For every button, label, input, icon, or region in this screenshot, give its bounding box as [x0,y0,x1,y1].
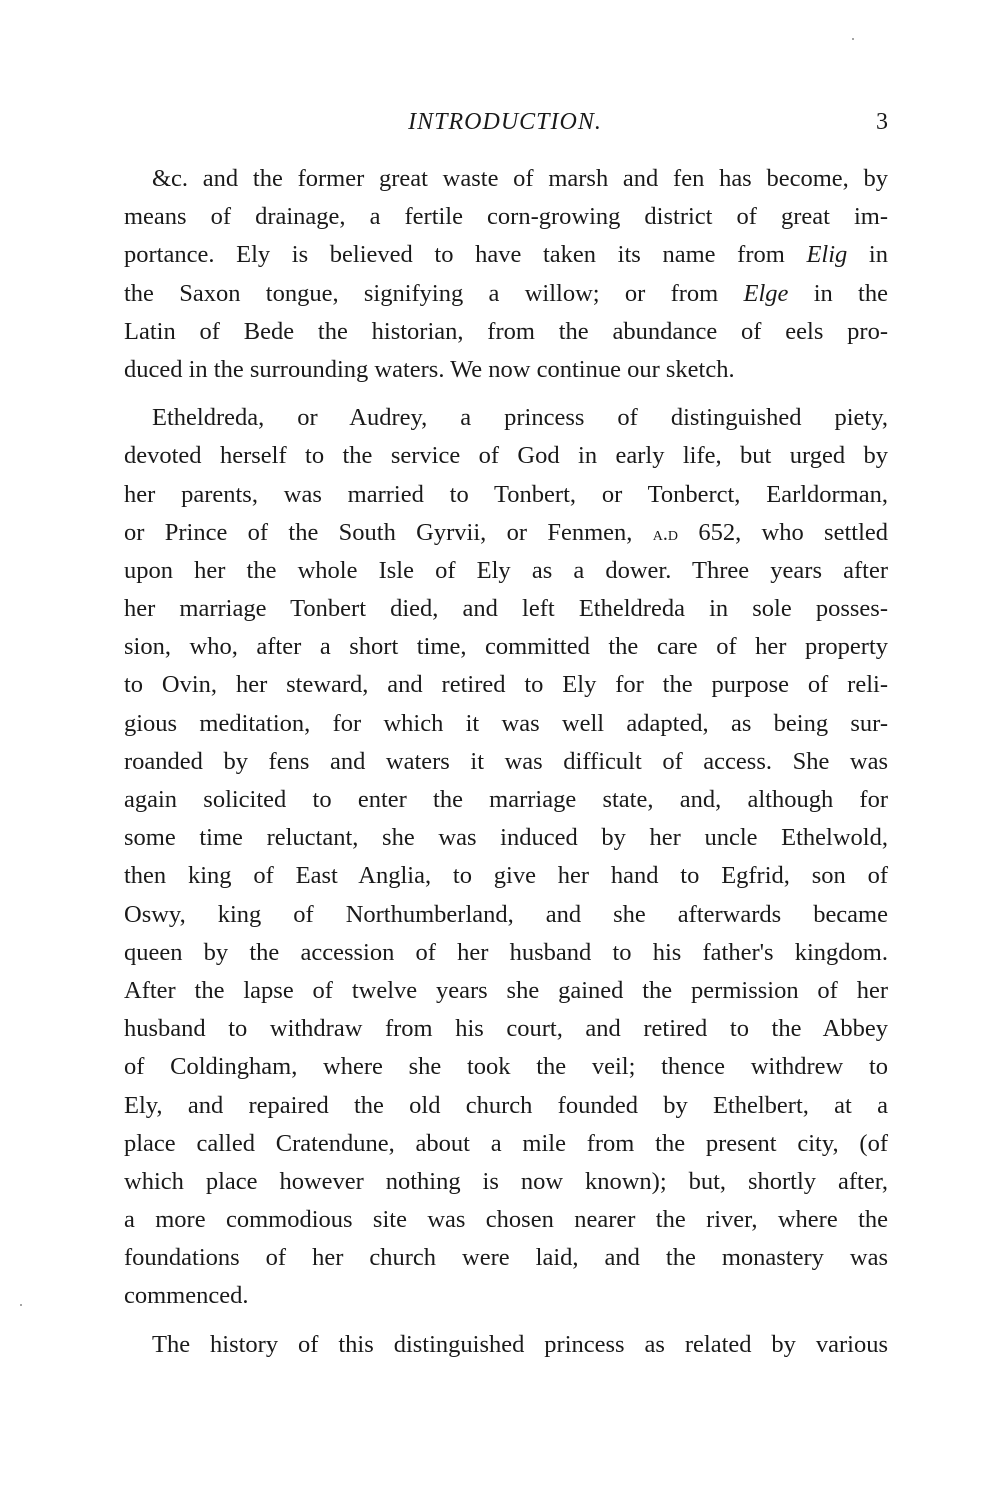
text-run: her marriage Tonbert died, and left Etheldreda in sole posses- [124,595,888,623]
text-line [124,934,888,972]
text-run: a more commodious site was chosen nearer the river, where the [124,1206,888,1234]
text-run: gious meditation, for which it was well adapted, as being sur- [124,709,888,737]
text-line [124,275,888,313]
text-run: Ely, and repaired the old church founded by Ethelbert, at a [124,1091,888,1119]
text-line [124,236,888,274]
text-run: &c. and the former great waste of marsh and fen has become, by [152,165,888,192]
text-run: devoted herself to the service of God in early life, but urged by [124,442,888,470]
text-run: sion, who, after a short time, committed the care of her property [124,633,888,661]
text-run: of Coldingham, where she took the veil; thence withdrew to [124,1053,888,1081]
text-line [124,437,888,475]
text-run: Oswy, king of Northumberland, and she afterwards became [124,900,888,928]
text-run: roanded by fens and waters it was difficult of access. She was [124,747,888,775]
text-run: foundations of her church were laid, and the monastery was [124,1244,888,1272]
text-line [124,198,888,236]
text-line [124,896,888,934]
text-run: in the [788,279,888,307]
text-line [124,1277,888,1315]
text-run: or Prince of the South Gyrvii, or Fenmen, [124,518,653,546]
text-run: 652, who settled [677,518,889,546]
text-line [124,628,888,666]
text-line [124,1326,888,1364]
text-run: then king of East Anglia, to give her hand to Egfrid, son of [124,862,888,890]
text-line [124,743,888,781]
text-line [124,705,888,743]
text-run: commenced. [124,1282,249,1310]
text-line [124,399,888,437]
small-caps-text: a.d [652,522,678,545]
text-line [124,160,888,198]
text-run: Latin of Bede the historian, from the abundance of eels pro- [124,317,888,345]
text-line [124,1201,888,1239]
text-run: The history of this distinguished princess as related by various [152,1330,888,1358]
text-line [124,351,888,389]
text-run: means of drainage, a fertile corn-growing district of great im- [124,203,888,231]
text-run: duced in the surrounding waters. We now continue our sketch. [124,355,735,383]
text-run: upon her the whole Isle of Ely as a dower. Three years after [124,556,888,584]
text-line [124,972,888,1010]
text-line [124,1125,888,1163]
text-run: her parents, was married to Tonbert, or Tonberct, Earldorman, [124,480,888,508]
text-line [124,552,888,590]
text-run: queen by the accession of her husband to his father's kingdom. [124,938,888,966]
paragraph [124,160,888,389]
italic-word: Elig [806,241,848,269]
text-line [124,1048,888,1086]
paragraph [124,1326,888,1364]
text-run: After the lapse of twelve years she gained the permission of her [124,976,888,1004]
paper-speck [852,38,854,40]
text-run: the Saxon tongue, signifying a willow; or from [124,279,744,307]
paragraph [124,399,888,1316]
text-run: portance. Ely is believed to have taken its name from [124,241,807,269]
text-line [124,781,888,819]
page-number: 3 [876,109,888,135]
body-text [124,160,888,1364]
text-line [124,857,888,895]
text-line [124,1087,888,1125]
text-run: again solicited to enter the marriage state, and, although for [124,786,888,813]
text-line [124,1163,888,1201]
text-line [124,1239,888,1277]
running-title: INTRODUCTION. [408,109,602,135]
text-line [124,514,888,552]
text-line [124,819,888,857]
text-line [124,666,888,704]
text-line [124,313,888,351]
paper-speck [20,1304,22,1306]
running-head [122,104,888,140]
text-run: Etheldreda, or Audrey, a princess of distinguished piety, [152,404,888,432]
text-run: place called Cratendune, about a mile from the present city, (of [124,1129,888,1157]
text-run: some time reluctant, she was induced by her uncle Ethelwold, [124,824,888,852]
text-line [124,476,888,514]
text-run: in [847,241,888,269]
text-run: husband to withdraw from his court, and retired to the Abbey [124,1015,888,1043]
text-run: to Ovin, her steward, and retired to Ely for the purpose of reli- [124,671,888,699]
text-run: which place however nothing is now known); but, shortly after, [124,1167,888,1195]
text-line [124,590,888,628]
italic-word: Elge [743,279,789,307]
text-line [124,1010,888,1048]
